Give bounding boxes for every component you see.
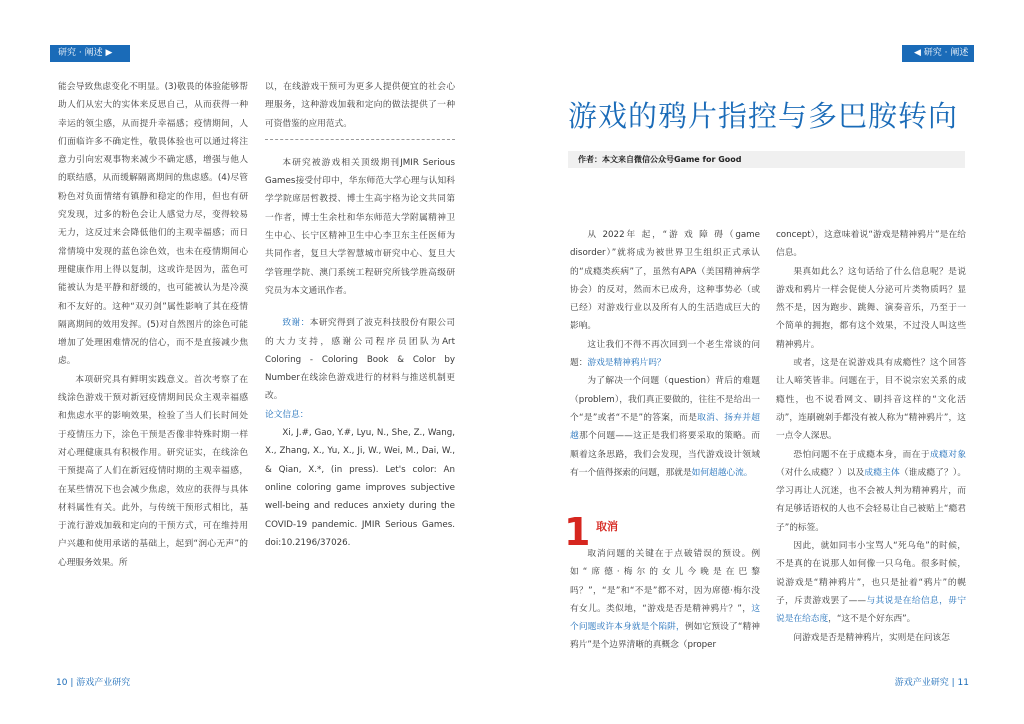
text-run: 为了解决一个问题（question）背后的难题（problem），我们真正要做的，往往不是给出一个“是”或者“不是”的答案，而是 xyxy=(570,376,760,423)
page-number-left: 10 | 游戏产业研究 xyxy=(56,678,131,688)
section-number: 1 xyxy=(564,510,591,554)
text-run: ，“这不是个好东西”。 xyxy=(828,614,916,625)
page-number-right: 游戏产业研究 | 11 xyxy=(894,678,969,688)
paragraph xyxy=(776,446,966,537)
paragraph: 从 2022年 起，“游 戏 障 碍（game disorder）”就将成为被世界卫生组织正式承认的“成瘾类疾病”了，虽然有APA（美国精神病学协会）的反对，然而木已成舟，这种事势必（或已经）对游戏行业以及所有人的生活造成巨大的影响。 xyxy=(570,230,760,332)
reference-heading: 论文信息： xyxy=(265,409,309,420)
text-run: 因此，就如同韦小宝骂人“死乌龟”的时候，不是真的在说那人如何像一只乌龟。很多时候，说游戏是“精神鸦片”，也只是扯着“鸦片”的幌子，斥责游戏罢了—— xyxy=(776,541,966,606)
highlight-text: 这个问题或许本身就是个陷阱， xyxy=(570,603,760,633)
article-title: 游戏的鸦片指控与多巴胺转向 xyxy=(568,99,959,133)
highlight-text: 成瘾对象 xyxy=(930,449,966,460)
author-bar: 作者：本文来自微信公众号Game for Good xyxy=(568,151,965,168)
paragraph xyxy=(776,537,966,628)
right-column-1-bottom xyxy=(570,545,760,665)
highlight-text: 与其说是在给信息，毋宁说是在给态度 xyxy=(776,595,966,625)
paragraph: 果真如此么？这句话给了什么信息呢？是说游戏和鸦片一样会促使人分泌可片类物质吗？显然不是，因为跑步、跳舞、演奏音乐，乃至于一个简单的拥抱，都有这个效果，不过没人叫这些精神鸦片。 xyxy=(776,266,966,350)
left-column-2 xyxy=(265,78,455,578)
paragraph: 或者，这是在说游戏具有成瘾性？这个回答让人啼笑皆非。问题在于，目不说宗宏关系的成瘾性，也不说看网文、刷抖音这样的“文化活动”，连刷碗剁手都没有被人称为“精神鸦片”，这一点令人深思。 xyxy=(776,358,966,442)
highlight-text: 游戏是精神鸦片吗？ xyxy=(587,358,666,369)
ack-label: 致谢： xyxy=(282,318,310,329)
acknowledgement xyxy=(265,314,455,405)
text-run: 取消问题的关键在于点破错误的预设。例如“席德·梅尔的女儿今晚是在巴黎吗？”，“是”和“不是”都不对，因为席德·梅尔没有女儿。类似地，“游戏是否是精神鸦片？”， xyxy=(570,549,760,614)
right-column-1-top xyxy=(570,226,760,496)
left-column-1 xyxy=(58,78,248,663)
paragraph: 以，在线游戏干预可为更多人提供便宜的社会心理服务，这种游戏加载和定向的做法提供了一种可资借鉴的应用范式。 xyxy=(265,82,455,129)
section-title: 取消 xyxy=(596,520,618,533)
paragraph xyxy=(570,372,760,482)
right-column-2 xyxy=(776,226,966,656)
highlight-text: 如何超越心流。 xyxy=(691,467,753,478)
dashed-divider xyxy=(265,139,455,140)
text-run: 例如它预设了“精神鸦片”是个边界清晰的真概念（proper xyxy=(570,622,760,651)
right-page xyxy=(512,0,1024,724)
ack-text: 本研究得到了波克科技股份有限公司的大力支持，感谢公司程序员团队为Art Coloring - Coloring Book & Color by Number在线涂色游戏进行的材料与推送机制更改。 xyxy=(265,318,455,402)
section-tag-right: ◀ 研究 · 阐述 xyxy=(902,45,974,62)
paragraph: 能会导致焦虑变化不明显。(3)敬畏的体验能够帮助人们从宏大的实体来反思自己，从而获得一种幸运的领尘感，从而提升幸福感；疫情期间，人们面临许多不确定性，敬畏体验也可以通过将注意力引向宏观事物来减少不确定感，增强与他人的联结感，从而缓解隔离期间的焦虑感。(4)尽管粉色对负面情绪有镇静和稳定的作用，但也有研究发现，过多的粉色会让人感觉力尽，变得较易无力，这反过来会降低他们的主观幸福感；而日常情境中发现的蓝色涂色效，也未在疫情期间心理健康作用上得以复制，这或许是因为，蓝色可能被认为是平静和舒缓的，也可能被认为是冷漠和不友好的。这种“双刃剑”属性影响了其在疫情隔离期间的效用发挥。(5)对自然图片的涂色可能增加了处理困难情况的信心，而不是直接减少焦虑。 xyxy=(58,82,248,367)
paragraph xyxy=(570,545,760,655)
highlight-text: 取消、扬弃并超越 xyxy=(570,412,760,442)
reference-text: Xi, J.#, Gao, Y.#, Lyu, N., She, Z., Wang, X., Zhang, X., Yu, X., Ji, W., Wei, M., Dai, W., & Qian, X.*, (in press). Let's color: An online coloring game improves subjective well-being and reduces anxiety during the COVID-19 pandemic. JMIR Serious Games. doi:10.2196/37026. xyxy=(265,428,455,548)
paragraph: 本研究被游戏相关顶级期刊JMIR Serious Games接受付印中，华东师范大学心理与认知科学学院席居哲教授、博士生高宇格为论文共同第一作者，博士生余杜和华东师范大学附属精神卫生中心、长宁区精神卫生中心李卫东主任医师为共同作者，复旦大学智慧城市研究中心、复旦大学管理学院、澳门系统工程研究所钱学胜高级研究员为本文通讯作者。 xyxy=(265,157,455,296)
text-run: （对什么成瘾？）以及 xyxy=(776,467,865,478)
text-run: 恐怕问题不在于成瘾本身，而在于 xyxy=(793,449,930,460)
paragraph xyxy=(570,336,760,373)
text-run: 这让我们不得不再次回到一个老生常谈的问题： xyxy=(570,339,760,369)
paragraph: concept），这意味着说“游戏是精神鸦片”是在给信息。 xyxy=(776,230,966,259)
paragraph: 本项研究具有鲜明实践意义。首次考察了在线涂色游戏干预对新冠疫情期间民众主观幸福感和焦虑水平的影响效果，检验了当人们长时间处于疫情压力下，涂色干预是否像非特殊时期一样对心理健康具有积极作用。研究证实，在线涂色干预提高了人们在新冠疫情时期的主观幸福感，在某些情况下也会减少焦虑，效应的获得与具体材料属性有关。此外，与传统干预形式相比，基于流行游戏加载和定向的干预方式，可在维持用户兴趣和使用承诺的基础上，起到“润心无声”的心理服务效果。所 xyxy=(58,374,248,568)
section-tag-left: 研究 · 阐述 ▶ xyxy=(50,45,130,62)
text-run: 那个问题——这正是我们将要采取的策略。而顺着这条思路，我们会发现，当代游戏设计领域有一个值得探索的问题，那就是 xyxy=(570,431,760,478)
paragraph: 问游戏是否是精神鸦片，实则是在问该怎 xyxy=(793,632,950,643)
highlight-text: 成瘾主体 xyxy=(864,467,900,478)
text-run: （谁成瘾了？）。学习再让人沉迷，也不会被人判为精神鸦片，而有足够话语权的人也不会轻易让自己被贴上“瘾君子”的标签。 xyxy=(776,467,966,533)
